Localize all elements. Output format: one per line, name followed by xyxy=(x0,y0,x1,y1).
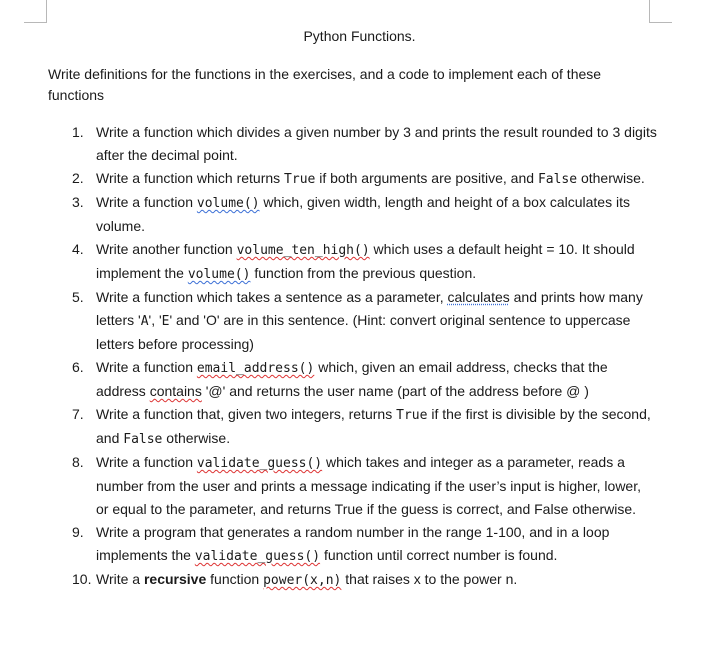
item-number: 4. xyxy=(72,241,84,257)
exercise-item-6 xyxy=(72,356,657,403)
document-title: Python Functions. xyxy=(303,28,416,44)
item-text: Write a function which returns True if both arguments are positive, and False otherwise. xyxy=(96,170,645,187)
item-text: Write a function which takes a sentence as a parameter, calculates and prints how many letters 'A', 'E' and 'O' are in this sentence. (Hint: convert original sentence to uppercase letters before processing) xyxy=(96,289,643,352)
exercise-item-7 xyxy=(72,403,657,451)
exercise-list xyxy=(72,121,657,592)
exercise-item-3 xyxy=(72,191,657,238)
intro-paragraph: Write definitions for the functions in the exercises, and a code to implement each of these functions xyxy=(48,66,602,103)
item-number: 5. xyxy=(72,289,84,305)
exercise-item-1 xyxy=(72,121,657,167)
item-text: Write a function validate_guess() which takes and integer as a parameter, reads a number from the user and prints a message indicating if the user’s input is higher, lower, or equal to the parameter, and returns True if the guess is correct, and False otherwise. xyxy=(96,454,641,517)
item-number: 6. xyxy=(72,359,84,375)
exercise-item-8 xyxy=(72,451,657,521)
item-number: 9. xyxy=(72,524,84,540)
item-text: Write a function that, given two integers, returns True if the first is divisible by the second, and False otherwise. xyxy=(96,406,651,447)
item-number: 3. xyxy=(72,194,84,210)
item-text: Write a function email_address() which, given an email address, checks that the address contains '@' and returns the user name (part of the address before @ ) xyxy=(96,359,608,399)
item-text: Write a function volume() which, given width, length and height of a box calculates its volume. xyxy=(96,194,630,234)
item-text: Write a recursive function power(x,n) that raises x to the power n. xyxy=(96,571,518,588)
exercise-item-2 xyxy=(72,167,657,191)
crop-mark-top-left xyxy=(24,0,47,23)
item-number: 8. xyxy=(72,454,84,470)
exercise-item-10 xyxy=(72,568,657,592)
crop-mark-top-right xyxy=(649,0,672,23)
item-text: Write a function which divides a given number by 3 and prints the result rounded to 3 digits after the decimal point. xyxy=(96,124,657,163)
item-number: 10. xyxy=(72,571,92,587)
item-number: 1. xyxy=(72,124,84,140)
exercise-item-9 xyxy=(72,521,657,568)
item-text: Write another function volume_ten_high() which uses a default height = 10. It should implement the volume() function from the previous question. xyxy=(96,241,635,282)
exercise-item-5 xyxy=(72,286,657,356)
item-number: 7. xyxy=(72,406,84,422)
exercise-item-4 xyxy=(72,238,657,286)
item-number: 2. xyxy=(72,170,84,186)
item-text: Write a program that generates a random number in the range 1-100, and in a loop implements the validate_guess() function until correct number is found. xyxy=(96,524,610,564)
